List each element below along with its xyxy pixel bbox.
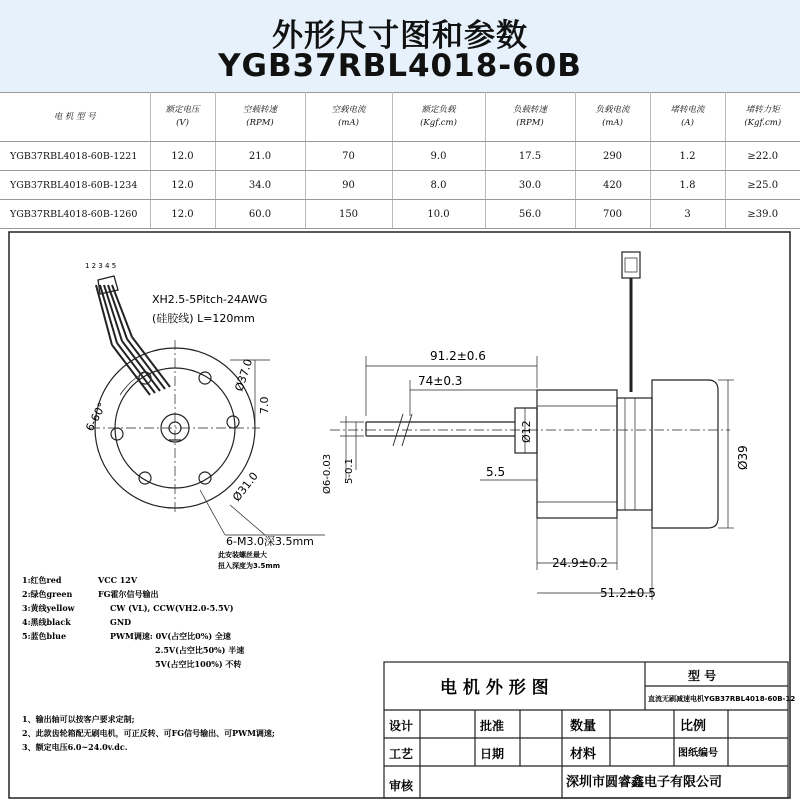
value-cell: 420 bbox=[575, 171, 650, 200]
spec-header-label: 负载电流 bbox=[595, 105, 630, 115]
dim-91: 91.2±0.6 bbox=[430, 349, 486, 363]
dimension-drawing bbox=[0, 222, 800, 800]
label-review: 审核 bbox=[389, 779, 414, 793]
value-cell: 700 bbox=[575, 200, 650, 229]
spec-header-0 bbox=[0, 93, 150, 142]
value-cell: 34.0 bbox=[215, 171, 305, 200]
value-cell: 90 bbox=[305, 171, 392, 200]
note-3: 3、额定电压6.0~24.0v.dc. bbox=[22, 742, 128, 752]
spec-header-label: 电 机 型 号 bbox=[53, 111, 96, 122]
spec-header-2 bbox=[215, 93, 305, 142]
wire-label: (硅胶线) L=120mm bbox=[152, 312, 255, 325]
spec-header-row bbox=[0, 93, 800, 142]
note-2: 2、此款齿轮箱配无刷电机，可正反转、可FG信号输出、可PWM调速; bbox=[22, 728, 275, 738]
model-title: YGB37RBL4018-60B bbox=[218, 48, 582, 84]
pwm-stop: 5V(占空比100%) 不转 bbox=[155, 659, 242, 669]
page-title: 外形尺寸图和参数 bbox=[272, 18, 528, 54]
spec-header-label: 额定负载 bbox=[421, 105, 456, 115]
dim-diameter-31: Ø31.0 bbox=[230, 469, 261, 504]
spec-table bbox=[0, 92, 800, 229]
spec-header-unit: (Kgf.cm) bbox=[744, 118, 782, 128]
wire-4-desc: GND bbox=[110, 617, 132, 627]
dim-7: 7.0 bbox=[258, 396, 271, 414]
value-cell: 12.0 bbox=[150, 200, 215, 229]
value-cell: 1.8 bbox=[650, 171, 725, 200]
value-cell: 290 bbox=[575, 142, 650, 171]
label-process: 工艺 bbox=[389, 747, 414, 761]
dim-24-9: 24.9±0.2 bbox=[552, 556, 608, 570]
spec-header-5 bbox=[485, 93, 575, 142]
connector-label: XH2.5-5Pitch-24AWG bbox=[152, 293, 268, 306]
spec-header-label: 额定电压 bbox=[165, 105, 200, 115]
dim-51-2: 51.2±0.5 bbox=[600, 586, 656, 600]
value-cell: 60.0 bbox=[215, 200, 305, 229]
note-1: 1、输出轴可以按客户要求定制; bbox=[22, 714, 135, 724]
spec-header-4 bbox=[392, 93, 485, 142]
dim-screw: 6-M3.0深3.5mm bbox=[226, 535, 314, 548]
value-cell: 3 bbox=[650, 200, 725, 229]
wiring-legend bbox=[22, 575, 244, 669]
value-cell: ≥39.0 bbox=[725, 200, 800, 229]
value-cell: 56.0 bbox=[485, 200, 575, 229]
value-cell: 8.0 bbox=[392, 171, 485, 200]
table-row bbox=[0, 171, 800, 200]
value-cell: 12.0 bbox=[150, 171, 215, 200]
wire-3-desc: CW (VL), CCW(VH2.0-5.5V) bbox=[110, 603, 234, 613]
dim-5-5: 5.5 bbox=[486, 465, 506, 479]
label-approve: 批准 bbox=[480, 719, 505, 733]
spec-header-1 bbox=[150, 93, 215, 142]
notes bbox=[22, 714, 275, 752]
dim-6x60: 6-60° bbox=[83, 400, 109, 434]
spec-header-label: 空载电流 bbox=[331, 105, 366, 115]
wire-4-label: 4:黑线black bbox=[22, 617, 71, 627]
label-drawing-no: 图纸编号 bbox=[678, 748, 718, 759]
spec-header-unit: (RPM) bbox=[246, 118, 274, 128]
dim-diameter-37: Ø37.0 bbox=[232, 357, 256, 393]
label-design: 设计 bbox=[389, 719, 414, 733]
dim-diameter-12: Ø12 bbox=[520, 420, 533, 443]
spec-header-label: 堵转力矩 bbox=[745, 105, 780, 115]
wire-5-label: 5:蓝色blue bbox=[22, 631, 67, 641]
dim-74: 74±0.3 bbox=[418, 374, 463, 388]
value-cell: ≥22.0 bbox=[725, 142, 800, 171]
value-cell: 1.2 bbox=[650, 142, 725, 171]
wire-1-label: 1:红色red bbox=[22, 575, 62, 585]
table-row bbox=[0, 142, 800, 171]
model-cell: YGB37RBL4018-60B-1221 bbox=[0, 142, 150, 171]
wire-1-desc: VCC 12V bbox=[98, 575, 138, 585]
spec-header-label: 堵转电流 bbox=[670, 105, 705, 115]
dim-shaft-diameter: Ø6-0.03 bbox=[322, 453, 333, 494]
model-cell: YGB37RBL4018-60B-1234 bbox=[0, 171, 150, 200]
dim-diameter-39: Ø39 bbox=[736, 445, 750, 470]
label-date: 日期 bbox=[480, 747, 505, 761]
screw-note-1: 此安装螺丝最大 bbox=[218, 551, 267, 559]
wire-5-desc: PWM调速: 0V(占空比0%) 全速 bbox=[110, 631, 231, 641]
value-cell: ≥25.0 bbox=[725, 171, 800, 200]
spec-header-unit: (V) bbox=[176, 118, 189, 128]
spec-header-unit: (Kgf.cm) bbox=[420, 118, 457, 128]
value-cell: 12.0 bbox=[150, 142, 215, 171]
value-cell: 17.5 bbox=[485, 142, 575, 171]
value-cell: 30.0 bbox=[485, 171, 575, 200]
drawing-title: 电 机 外 形 图 bbox=[440, 678, 549, 698]
spec-header-unit: (RPM) bbox=[516, 118, 544, 128]
label-material: 材料 bbox=[570, 747, 597, 762]
value-cell: 21.0 bbox=[215, 142, 305, 171]
spec-header-unit: (mA) bbox=[338, 118, 359, 128]
spec-header-3 bbox=[305, 93, 392, 142]
wire-3-label: 3:黄线yellow bbox=[22, 603, 75, 613]
model-header: 型 号 bbox=[688, 669, 717, 683]
pin-numbers: 1 2 3 4 5 bbox=[85, 262, 117, 270]
model-cell: YGB37RBL4018-60B-1260 bbox=[0, 200, 150, 229]
spec-header-unit: (A) bbox=[681, 118, 694, 128]
spec-header-6 bbox=[575, 93, 650, 142]
header-banner bbox=[0, 0, 800, 92]
spec-header-7 bbox=[650, 93, 725, 142]
label-quantity: 数量 bbox=[570, 719, 597, 734]
wire-2-label: 2:绿色green bbox=[22, 589, 73, 599]
spec-header-8 bbox=[725, 93, 800, 142]
screw-note-2: 扭入深度为3.5mm bbox=[218, 562, 280, 570]
spec-header-label: 空载转速 bbox=[242, 105, 277, 115]
value-cell: 150 bbox=[305, 200, 392, 229]
spec-header-label: 负载转速 bbox=[512, 105, 547, 115]
model-value: 直流无刷减速电机YGB37RBL4018-60B-12 bbox=[648, 695, 796, 703]
value-cell: 10.0 bbox=[392, 200, 485, 229]
value-cell: 70 bbox=[305, 142, 392, 171]
company-name: 深圳市圆睿鑫电子有限公司 bbox=[566, 775, 723, 790]
spec-header-unit: (mA) bbox=[602, 118, 623, 128]
value-cell: 9.0 bbox=[392, 142, 485, 171]
dim-shaft-flat: 5-0.1 bbox=[344, 458, 355, 484]
label-scale: 比例 bbox=[680, 719, 707, 734]
pwm-half-speed: 2.5V(占空比50%) 半速 bbox=[155, 645, 245, 655]
wire-2-desc: FG霍尔信号输出 bbox=[98, 589, 159, 599]
